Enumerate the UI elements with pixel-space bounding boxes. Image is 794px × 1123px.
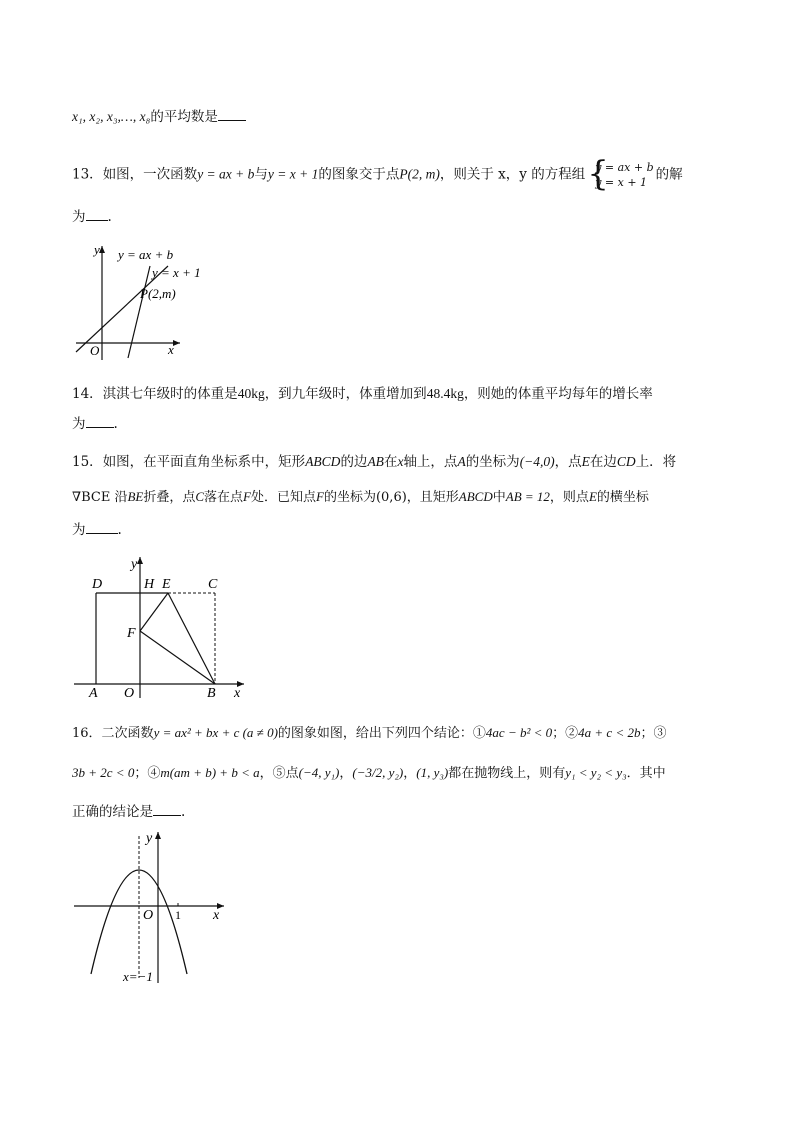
q15-text: ，点 (554, 454, 582, 470)
y-axis-arrow (99, 246, 105, 253)
q16-text: 正确的结论是 (72, 804, 153, 820)
vertex-c-label: C (208, 577, 218, 592)
q13-line-2 (72, 208, 112, 226)
q15-text: 为 (72, 522, 86, 538)
q16-math: y₁ < y₂ < y₃ (565, 765, 627, 780)
q15-text: 的横坐标 (596, 490, 649, 505)
q16-math: y = ax² + bx + c (a ≠ 0) (153, 725, 278, 740)
q14-text: ，则她的体重平均每年的增长率 (463, 386, 653, 402)
point-f-label: F (127, 626, 136, 641)
q16-math: (−3/2, y₂) (352, 765, 404, 780)
q13-text: 的解 (655, 166, 683, 183)
q15-line-2 (72, 488, 649, 507)
q16-text: ；④ (134, 766, 161, 781)
equation-system (587, 154, 654, 194)
q15-math: ABCD (458, 489, 493, 504)
weight-1: 40kg (237, 386, 265, 401)
q15-math: AB = 12 (505, 489, 550, 504)
q15-text: 在边 (589, 454, 617, 470)
q12-vars: x₁, x₂, x₃,…, x₈ (72, 109, 151, 124)
point-h-label: H (144, 577, 155, 592)
x-label: x (234, 686, 241, 701)
segment-fb (140, 631, 215, 684)
q16-math: (1, y₃) (416, 765, 449, 780)
q15-text: 上．将 (635, 454, 677, 470)
origin-label: O (124, 686, 135, 701)
y-label: y (131, 557, 138, 572)
weight-2: 48.4kg (426, 386, 464, 401)
q15-math: ABCD (305, 454, 341, 469)
answer-blank (218, 108, 246, 121)
x-axis-arrow (173, 340, 180, 346)
q13-point: P(2, m) (399, 166, 440, 182)
q16-math: (−4, y₁) (298, 765, 340, 780)
q16-text: ．其中 (626, 766, 666, 781)
left-brace: { (587, 154, 609, 194)
q16-line-3 (72, 803, 185, 821)
x-label: x (213, 908, 220, 923)
q15-text: 如图，在平面直角坐标系中，矩形 (102, 454, 306, 470)
y-axis-arrow (155, 832, 161, 839)
q13-text: 为 (72, 209, 86, 225)
q16-text: 的图象如图，给出下列四个结论：① (277, 726, 486, 741)
q15-math: x (397, 454, 404, 469)
line2-label: y = x + 1 (152, 265, 201, 280)
q15-text: 的边 (340, 454, 368, 470)
axis-of-symmetry-label: x=−1 (123, 969, 153, 984)
q15-math: F (316, 489, 324, 504)
q15-math: E (581, 454, 590, 469)
q15-text: 处．已知点 (251, 490, 317, 505)
q13-formula-2: y = x + 1 (267, 166, 319, 182)
q16-text: . (181, 804, 186, 820)
vertex-d-label: D (92, 577, 103, 592)
q13-line-1 (72, 154, 683, 194)
q15-math: C (195, 489, 205, 504)
q15-text: ∇BCE 沿 (72, 490, 128, 505)
q16-line-1 (72, 724, 667, 743)
q15-text: 在 (383, 454, 398, 470)
q16-text: ；② (552, 726, 579, 741)
q12-text: 的平均数是 (150, 109, 218, 125)
q15-math: BE (127, 489, 144, 504)
q13-text: 与 (254, 166, 268, 183)
q16-line-2 (72, 764, 666, 783)
system-eq-1: y = ax + b (595, 161, 654, 174)
line1-label: y = ax + b (118, 247, 174, 262)
answer-blank (86, 521, 118, 534)
question-number: 15． (72, 454, 103, 470)
q15-text: 折叠，点 (143, 490, 196, 505)
y-axis-arrow (137, 557, 143, 564)
origin-label: O (143, 908, 154, 923)
segment-ef (140, 593, 168, 631)
y-label: y (146, 831, 153, 846)
q15-line-1 (72, 453, 676, 471)
system-eq-2: y = x + 1 (595, 176, 648, 189)
question-number: 14． (72, 386, 103, 402)
q16-math: 4a + c < 2b (578, 725, 641, 740)
q16-text: ；③ (640, 726, 667, 741)
q15-text: 的坐标为 (465, 454, 520, 470)
q13-text: 的图象交于点 (318, 166, 400, 183)
q16-text: ， (403, 766, 417, 781)
q13-figure (72, 238, 222, 363)
q15-text: 落在点 (204, 490, 244, 505)
q15-math: A (457, 454, 466, 469)
vertex-b-label: B (207, 686, 216, 701)
line-y-x-plus-1 (128, 266, 150, 358)
segment-eb (168, 593, 215, 684)
answer-blank (86, 208, 108, 221)
q16-math: 3b + 2c < 0 (72, 765, 135, 780)
q15-text: 的坐标为(0,6)，且矩形 (323, 490, 459, 505)
q13-text: . (107, 209, 112, 225)
q14-text: ，到九年级时，体重增加到 (264, 386, 427, 402)
question-number: 16． (72, 726, 102, 741)
x-label: x (168, 342, 174, 357)
point-p-label: P(2,m) (140, 286, 176, 301)
q12-tail (72, 108, 246, 126)
q14-text: 为 (72, 416, 86, 432)
q16-math: 4ac − b² < 0 (485, 725, 553, 740)
q15-text: ，则点 (549, 490, 589, 505)
point-e-label: E (162, 577, 171, 592)
q15-math: (−4,0) (519, 454, 555, 469)
q15-math: AB (367, 454, 384, 469)
q15-text: 轴上，点 (403, 454, 458, 470)
answer-blank (153, 803, 181, 816)
q16-text: 都在抛物线上，则有 (448, 766, 566, 781)
q15-math: CD (616, 454, 636, 469)
answer-blank (86, 415, 114, 428)
q16-text: ， (339, 766, 353, 781)
vertex-a-label: A (89, 686, 98, 701)
q14-line-1 (72, 385, 653, 403)
q14-text: 淇淇七年级时的体重是 (102, 386, 238, 402)
q15-figure (72, 553, 252, 703)
q15-math: F (243, 489, 251, 504)
q14-line-2 (72, 415, 118, 433)
q15-line-3 (72, 521, 122, 539)
q15-text: . (117, 522, 122, 538)
y-label: y (94, 242, 100, 257)
origin-label: O (90, 343, 100, 358)
q13-formula-1: y = ax + b (197, 166, 255, 182)
q16-figure (72, 828, 232, 988)
q16-math: m(am + b) + b < a (160, 765, 260, 780)
q15-text: 中 (492, 490, 506, 505)
q14-text: . (113, 416, 118, 432)
q13-text: ，则关于 x，y 的方程组 (439, 166, 586, 183)
q16-text: 二次函数 (101, 726, 154, 741)
q15-math: E (588, 489, 597, 504)
question-number: 13． (72, 166, 103, 183)
q16-text: ，⑤点 (259, 766, 299, 781)
q13-text: 如图，一次函数 (102, 166, 198, 183)
tick-one-label: 1 (175, 908, 181, 922)
